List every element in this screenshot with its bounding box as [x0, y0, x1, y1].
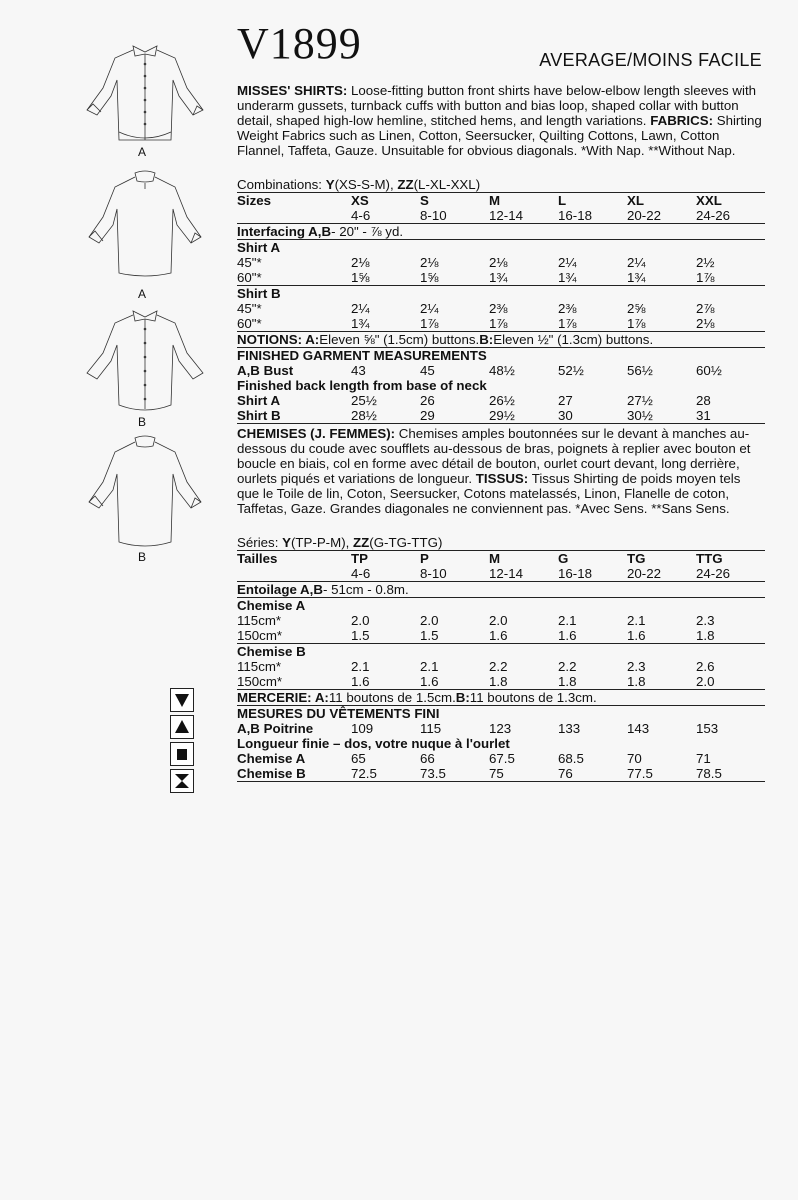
cell-value: 75 [489, 766, 504, 781]
cell-value: 27 [558, 393, 573, 408]
cell-value: 2.0 [420, 613, 439, 628]
yardage-row [237, 659, 765, 674]
cell-value: 68.5 [558, 751, 584, 766]
row-label: 60"* [237, 270, 262, 285]
size-range: 8-10 [420, 566, 447, 581]
combo-y-range: (XS-S-M), [334, 177, 398, 192]
desc-text: Loose-fitting button front shirts have below-elbow length sleeves with underarm gussets, turnback cuffs with button and bias loop, shaped collar with button detail, shaped high-low hemline, stitched hems, and length variations. [237, 83, 757, 128]
combo-y: Y [282, 535, 291, 550]
cell-value: 2.2 [558, 659, 577, 674]
cell-value: 45 [420, 363, 435, 378]
cell-value: 66 [420, 751, 435, 766]
notions-label: MERCERIE: A: [237, 690, 329, 705]
cell-value: 143 [627, 721, 650, 736]
finished-measurements-heading: FINISHED GARMENT MEASUREMENTS [237, 348, 487, 363]
cell-value: 2.1 [351, 659, 370, 674]
cell-value: 30 [558, 408, 573, 423]
tissus-text: Tissus Shirting de poids moyen tels que le Toile de lin, Coton, Seersucker, Cotons matelassés, Linon, Flanelle de coton, Taffetas, Gaze. Grandes diagonales ne conviennent pas. *Avec Sens. **Sans Sens. [237, 471, 741, 516]
interfacing-label: Entoilage A,B [237, 582, 323, 597]
sketch-label: B [138, 415, 147, 429]
combo-prefix: Séries: [237, 535, 283, 550]
sketch-view-b-back [75, 430, 215, 570]
size-range: 16-18 [558, 566, 593, 581]
garment-sketches [75, 40, 215, 570]
cell-value: 153 [696, 721, 719, 736]
shirt-b-heading: Chemise B [237, 644, 306, 659]
cell-value: 29 [420, 408, 435, 423]
sketch-view-a-back [75, 165, 215, 305]
cell-value: 2⅛ [696, 316, 715, 331]
cell-value: 76 [558, 766, 573, 781]
interfacing-row [237, 224, 765, 239]
cell-value: 26½ [489, 393, 515, 408]
cell-value: 2⅞ [696, 301, 715, 316]
cell-value: 2¼ [420, 301, 439, 316]
cell-value: 25½ [351, 393, 377, 408]
cell-value: 115 [420, 721, 442, 736]
combo-zz-range: (G-TG-TTG) [369, 535, 443, 550]
range-spacer [237, 208, 351, 223]
length-row [237, 766, 765, 781]
cell-value: 2⅛ [489, 255, 508, 270]
cell-value: 1⅝ [420, 270, 439, 285]
english-description [237, 83, 765, 158]
cell-value: 1.6 [420, 674, 439, 689]
sketch-view-b-front [75, 305, 215, 430]
cell-value: 1⅞ [558, 316, 577, 331]
cell-value: 2⅝ [627, 301, 646, 316]
size-name: G [558, 551, 569, 566]
combo-y: Y [325, 177, 335, 192]
yardage-row [237, 255, 765, 270]
size-range: 16-18 [558, 208, 593, 223]
cell-value: 1.6 [489, 628, 508, 643]
sketch-label: A [138, 287, 147, 301]
pattern-content [237, 83, 765, 782]
cell-value: 77.5 [627, 766, 653, 781]
cell-value: 109 [351, 721, 374, 736]
fabrics-label: FABRICS: [650, 113, 713, 128]
cell-value: 2.0 [489, 613, 508, 628]
cell-value: 1.8 [696, 628, 715, 643]
symbol-key [170, 688, 194, 796]
row-label: 150cm* [237, 628, 283, 643]
cell-value: 71 [696, 751, 711, 766]
yardage-row [237, 270, 765, 285]
notions-a: Eleven ⅝" (1.5cm) buttons. [319, 332, 480, 347]
cell-value: 2⅛ [420, 255, 439, 270]
interfacing-label: Interfacing A,B [237, 224, 332, 239]
cell-value: 2⅛ [351, 255, 370, 270]
cell-value: 133 [558, 721, 581, 736]
tissus-label: TISSUS: [475, 471, 529, 486]
interfacing-row [237, 582, 765, 597]
yardage-row [237, 301, 765, 316]
cell-value: 2¼ [351, 301, 370, 316]
size-range: 12-14 [489, 566, 524, 581]
series-line [237, 535, 765, 550]
combinations-line [237, 177, 765, 192]
cell-value: 1¾ [558, 270, 577, 285]
size-name: M [489, 551, 501, 566]
fabrics-text: Shirting Weight Fabrics such as Linen, Cotton, Seersucker, Quilting Cottons, Lawn, Cotton Flannel, Taffeta, Gauze. Unsuitable for obvious diagonals. *With Nap. **Without Nap. [237, 113, 762, 158]
cell-value: 2.6 [696, 659, 715, 674]
sketch-view-a-front [75, 40, 215, 165]
cell-value: 67.5 [489, 751, 515, 766]
notions-row [237, 332, 765, 347]
combo-zz-range: (L-XL-XXL) [413, 177, 481, 192]
length-row [237, 393, 765, 408]
sizes-label: Sizes [237, 193, 272, 208]
size-range: 20-22 [627, 566, 662, 581]
combo-prefix: Combinations: [237, 177, 326, 192]
row-label: 150cm* [237, 674, 283, 689]
size-name: TG [627, 551, 646, 566]
cell-value: 1¾ [627, 270, 646, 285]
size-range: 4-6 [351, 208, 371, 223]
sizes-label: Tailles [237, 551, 278, 566]
cell-value: 1⅞ [627, 316, 646, 331]
row-label: Shirt A [237, 393, 281, 408]
english-yardage-table [237, 193, 765, 424]
cell-value: 56½ [627, 363, 653, 378]
yardage-row [237, 674, 765, 689]
notions-b-label: B: [455, 690, 470, 705]
cell-value: 1.6 [627, 628, 646, 643]
combo-zz: ZZ [397, 177, 414, 192]
size-name: L [558, 193, 567, 208]
cell-value: 1⅞ [489, 316, 508, 331]
shirt-a-heading: Chemise A [237, 598, 306, 613]
cell-value: 72.5 [351, 766, 377, 781]
cell-value: 78.5 [696, 766, 722, 781]
sketch-label: B [138, 550, 147, 564]
interfacing-value: - 20" - ⅞ yd. [331, 224, 404, 239]
cell-value: 1.8 [489, 674, 508, 689]
size-name: TP [351, 551, 368, 566]
square-icon [170, 742, 194, 766]
cell-value: 52½ [558, 363, 584, 378]
notions-row [237, 690, 765, 705]
cell-value: 2¼ [627, 255, 646, 270]
size-name: P [420, 551, 429, 566]
cell-value: 1.5 [420, 628, 439, 643]
cell-value: 2.3 [696, 613, 715, 628]
shirt-a-heading: Shirt A [237, 240, 281, 255]
cell-value: 2⅜ [489, 301, 508, 316]
length-row [237, 408, 765, 423]
size-name: XXL [696, 193, 722, 208]
length-row [237, 751, 765, 766]
row-label: 45"* [237, 255, 262, 270]
cell-value: 65 [351, 751, 366, 766]
cell-value: 2.0 [351, 613, 370, 628]
cell-value: 73.5 [420, 766, 446, 781]
notions-a: 11 boutons de 1.5cm. [328, 690, 456, 705]
size-name: TTG [696, 551, 723, 566]
size-name: XL [627, 193, 644, 208]
cell-value: 1⅞ [420, 316, 439, 331]
cell-value: 31 [696, 408, 711, 423]
size-name: XS [351, 193, 369, 208]
cell-value: 28½ [351, 408, 377, 423]
triangle-down-icon [170, 688, 194, 712]
bust-row [237, 721, 765, 736]
yardage-row [237, 613, 765, 628]
size-range-row [237, 208, 765, 223]
cell-value: 48½ [489, 363, 515, 378]
row-label: A,B Poitrine [237, 721, 314, 736]
combo-zz: ZZ [353, 535, 370, 550]
cell-value: 1⅞ [696, 270, 715, 285]
cell-value: 1.6 [558, 628, 577, 643]
size-range-row [237, 566, 765, 581]
finished-measurements-heading: MESURES DU VÊTEMENTS FINI [237, 706, 440, 721]
row-label: Chemise B [237, 766, 306, 781]
french-description [237, 426, 765, 516]
cell-value: 2.1 [627, 613, 646, 628]
cell-value: 26 [420, 393, 435, 408]
bust-row [237, 363, 765, 378]
cell-value: 2¼ [558, 255, 577, 270]
yardage-row [237, 316, 765, 331]
sizes-row [237, 193, 765, 208]
hourglass-icon [170, 769, 194, 793]
cell-value: 1.8 [558, 674, 577, 689]
row-label: 115cm* [237, 659, 282, 674]
size-range: 8-10 [420, 208, 447, 223]
sizes-row [237, 551, 765, 566]
size-range: 4-6 [351, 566, 371, 581]
cell-value: 1.8 [627, 674, 646, 689]
row-label: Shirt B [237, 408, 281, 423]
row-label: 115cm* [237, 613, 282, 628]
size-range: 20-22 [627, 208, 662, 223]
cell-value: 2⅜ [558, 301, 577, 316]
cell-value: 28 [696, 393, 711, 408]
cell-value: 123 [489, 721, 512, 736]
size-name: S [420, 193, 429, 208]
cell-value: 43 [351, 363, 366, 378]
desc-label: MISSES' SHIRTS: [237, 83, 348, 98]
back-length-heading: Longueur finie – dos, votre nuque à l'ourlet [237, 736, 510, 751]
cell-value: 2.1 [558, 613, 577, 628]
back-length-heading: Finished back length from base of neck [237, 378, 487, 393]
combo-y-range: (TP-P-M), [290, 535, 354, 550]
desc-text-fr: Chemises amples boutonnées sur le devant à manches au-dessous du coude avec soufflets au-dessous de bras, poignets à replier avec bouton et boucle en biais, col en forme avec détail de bouton, ourlet court devant, long derrière, ourlets piqués et variations de longueur. [237, 426, 751, 486]
notions-b: Eleven ½" (1.3cm) buttons. [493, 332, 654, 347]
yardage-row [237, 628, 765, 643]
cell-value: 1⅝ [351, 270, 370, 285]
range-spacer [237, 566, 351, 581]
row-label: 45"* [237, 301, 262, 316]
shirt-b-heading: Shirt B [237, 286, 281, 301]
size-range: 24-26 [696, 566, 731, 581]
french-yardage-table [237, 551, 765, 782]
notions-b: 11 boutons de 1.3cm. [469, 690, 597, 705]
cell-value: 2.3 [627, 659, 646, 674]
pattern-number: V1899 [237, 19, 362, 68]
cell-value: 27½ [627, 393, 653, 408]
cell-value: 29½ [489, 408, 515, 423]
cell-value: 1.5 [351, 628, 370, 643]
cell-value: 2.0 [696, 674, 715, 689]
difficulty-label: AVERAGE/MOINS FACILE [539, 50, 762, 70]
cell-value: 1.6 [351, 674, 370, 689]
size-range: 12-14 [489, 208, 524, 223]
row-label: Chemise A [237, 751, 306, 766]
notions-label: NOTIONS: A: [237, 332, 320, 347]
cell-value: 1¾ [489, 270, 508, 285]
row-label: A,B Bust [237, 363, 294, 378]
cell-value: 2½ [696, 255, 715, 270]
cell-value: 2.1 [420, 659, 439, 674]
interfacing-value: - 51cm - 0.8m. [322, 582, 409, 597]
cell-value: 2.2 [489, 659, 508, 674]
cell-value: 70 [627, 751, 642, 766]
sketch-label: A [138, 145, 147, 159]
triangle-up-icon [170, 715, 194, 739]
desc-label-fr: CHEMISES (J. FEMMES): [237, 426, 396, 441]
size-name: M [489, 193, 501, 208]
row-label: 60"* [237, 316, 262, 331]
cell-value: 1¾ [351, 316, 370, 331]
cell-value: 30½ [627, 408, 653, 423]
notions-b-label: B: [479, 332, 494, 347]
cell-value: 60½ [696, 363, 722, 378]
size-range: 24-26 [696, 208, 731, 223]
